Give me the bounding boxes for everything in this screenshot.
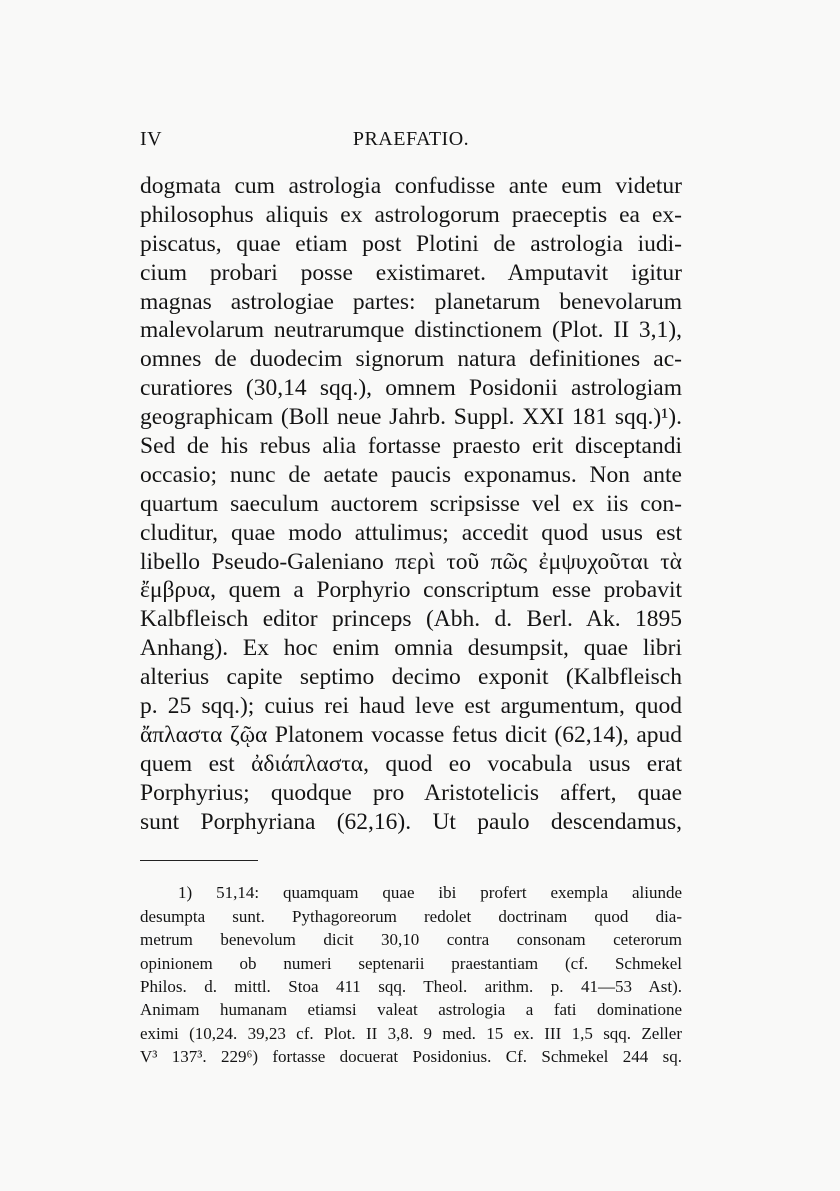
page — [140, 128, 682, 1069]
text-line: alterius capite septimo decimo exponit (Kalbfleisch — [140, 664, 682, 691]
footnote-line: Animam humanam etiamsi valeat astrologia a fati dominatione — [140, 1000, 682, 1020]
page-header — [140, 128, 682, 158]
footnote-line: V³ 137³. 229⁶) fortasse docuerat Posidonius. Cf. Schmekel 244 sq. — [140, 1047, 682, 1067]
main-text — [140, 172, 682, 836]
text-line: malevolarum neutrarumque distinctionem (Plot. II 3,1), — [140, 317, 682, 344]
text-line: curatiores (30,14 sqq.), omnem Posidonii astrologiam — [140, 375, 682, 402]
text-line: occasio; nunc de aetate paucis exponamus. Non ante — [140, 461, 682, 488]
text-line: omnes de duodecim signorum natura definitiones ac- — [140, 346, 682, 373]
text-line: ἄπλαστα ζῷα Platonem vocasse fetus dicit (62,14), apud — [140, 721, 682, 748]
text-line: ἔμβρυα, quem a Porphyrio conscriptum esse probavit — [140, 577, 682, 604]
running-title: PRAEFATIO. — [352, 128, 470, 150]
text-line: piscatus, quae etiam post Plotini de astrologia iudi- — [140, 230, 682, 257]
text-line: quem est ἀδιάπλαστα, quod eo vocabula usus erat — [140, 750, 682, 777]
footnote-rule — [140, 860, 258, 861]
footnote-line: eximi (10,24. 39,23 cf. Plot. II 3,8. 9 med. 15 ex. III 1,5 sqq. Zeller — [140, 1023, 682, 1043]
footnote-line: desumpta sunt. Pythagoreorum redolet doctrinam quod dia- — [140, 906, 682, 926]
page-number: IV — [140, 128, 163, 150]
text-line: quartum saeculum auctorem scripsisse vel ex iis con- — [140, 490, 682, 517]
text-line: sunt Porphyriana (62,16). Ut paulo descendamus, — [140, 808, 682, 835]
footnote-line: metrum benevolum dicit 30,10 contra consonam ceterorum — [140, 930, 682, 950]
footnote-line: 1) 51,14: quamquam quae ibi profert exempla aliunde — [178, 883, 682, 903]
text-line: cluditur, quae modo attulimus; accedit quod usus est — [140, 519, 682, 546]
text-line: Kalbfleisch editor princeps (Abh. d. Berl. Ak. 1895 — [140, 606, 682, 633]
footnote-line: Philos. d. mittl. Stoa 411 sqq. Theol. arithm. p. 41—53 Ast). — [140, 977, 682, 997]
text-line: Porphyrius; quodque pro Aristotelicis affert, quae — [140, 779, 682, 806]
text-line: dogmata cum astrologia confudisse ante eum videtur — [140, 173, 682, 199]
text-line: cium probari posse existimaret. Amputavit igitur — [140, 259, 682, 286]
text-line: Sed de his rebus alia fortasse praesto erit disceptandi — [140, 433, 682, 460]
text-line: Anhang). Ex hoc enim omnia desumpsit, quae libri — [140, 635, 682, 662]
text-line: libello Pseudo-Galeniano περὶ τοῦ πῶς ἐμψυχοῦται τὰ — [140, 548, 682, 575]
text-line: philosophus aliquis ex astrologorum praeceptis ea ex- — [140, 201, 682, 228]
footnotes — [140, 881, 682, 1068]
text-line: geographicam (Boll neue Jahrb. Suppl. XXI 181 sqq.)¹). — [140, 404, 682, 431]
text-line: magnas astrologiae partes: planetarum benevolarum — [140, 288, 682, 315]
footnote-line: opinionem ob numeri septenarii praestantiam (cf. Schmekel — [140, 953, 682, 973]
text-line: p. 25 sqq.); cuius rei haud leve est argumentum, quod — [140, 693, 682, 720]
